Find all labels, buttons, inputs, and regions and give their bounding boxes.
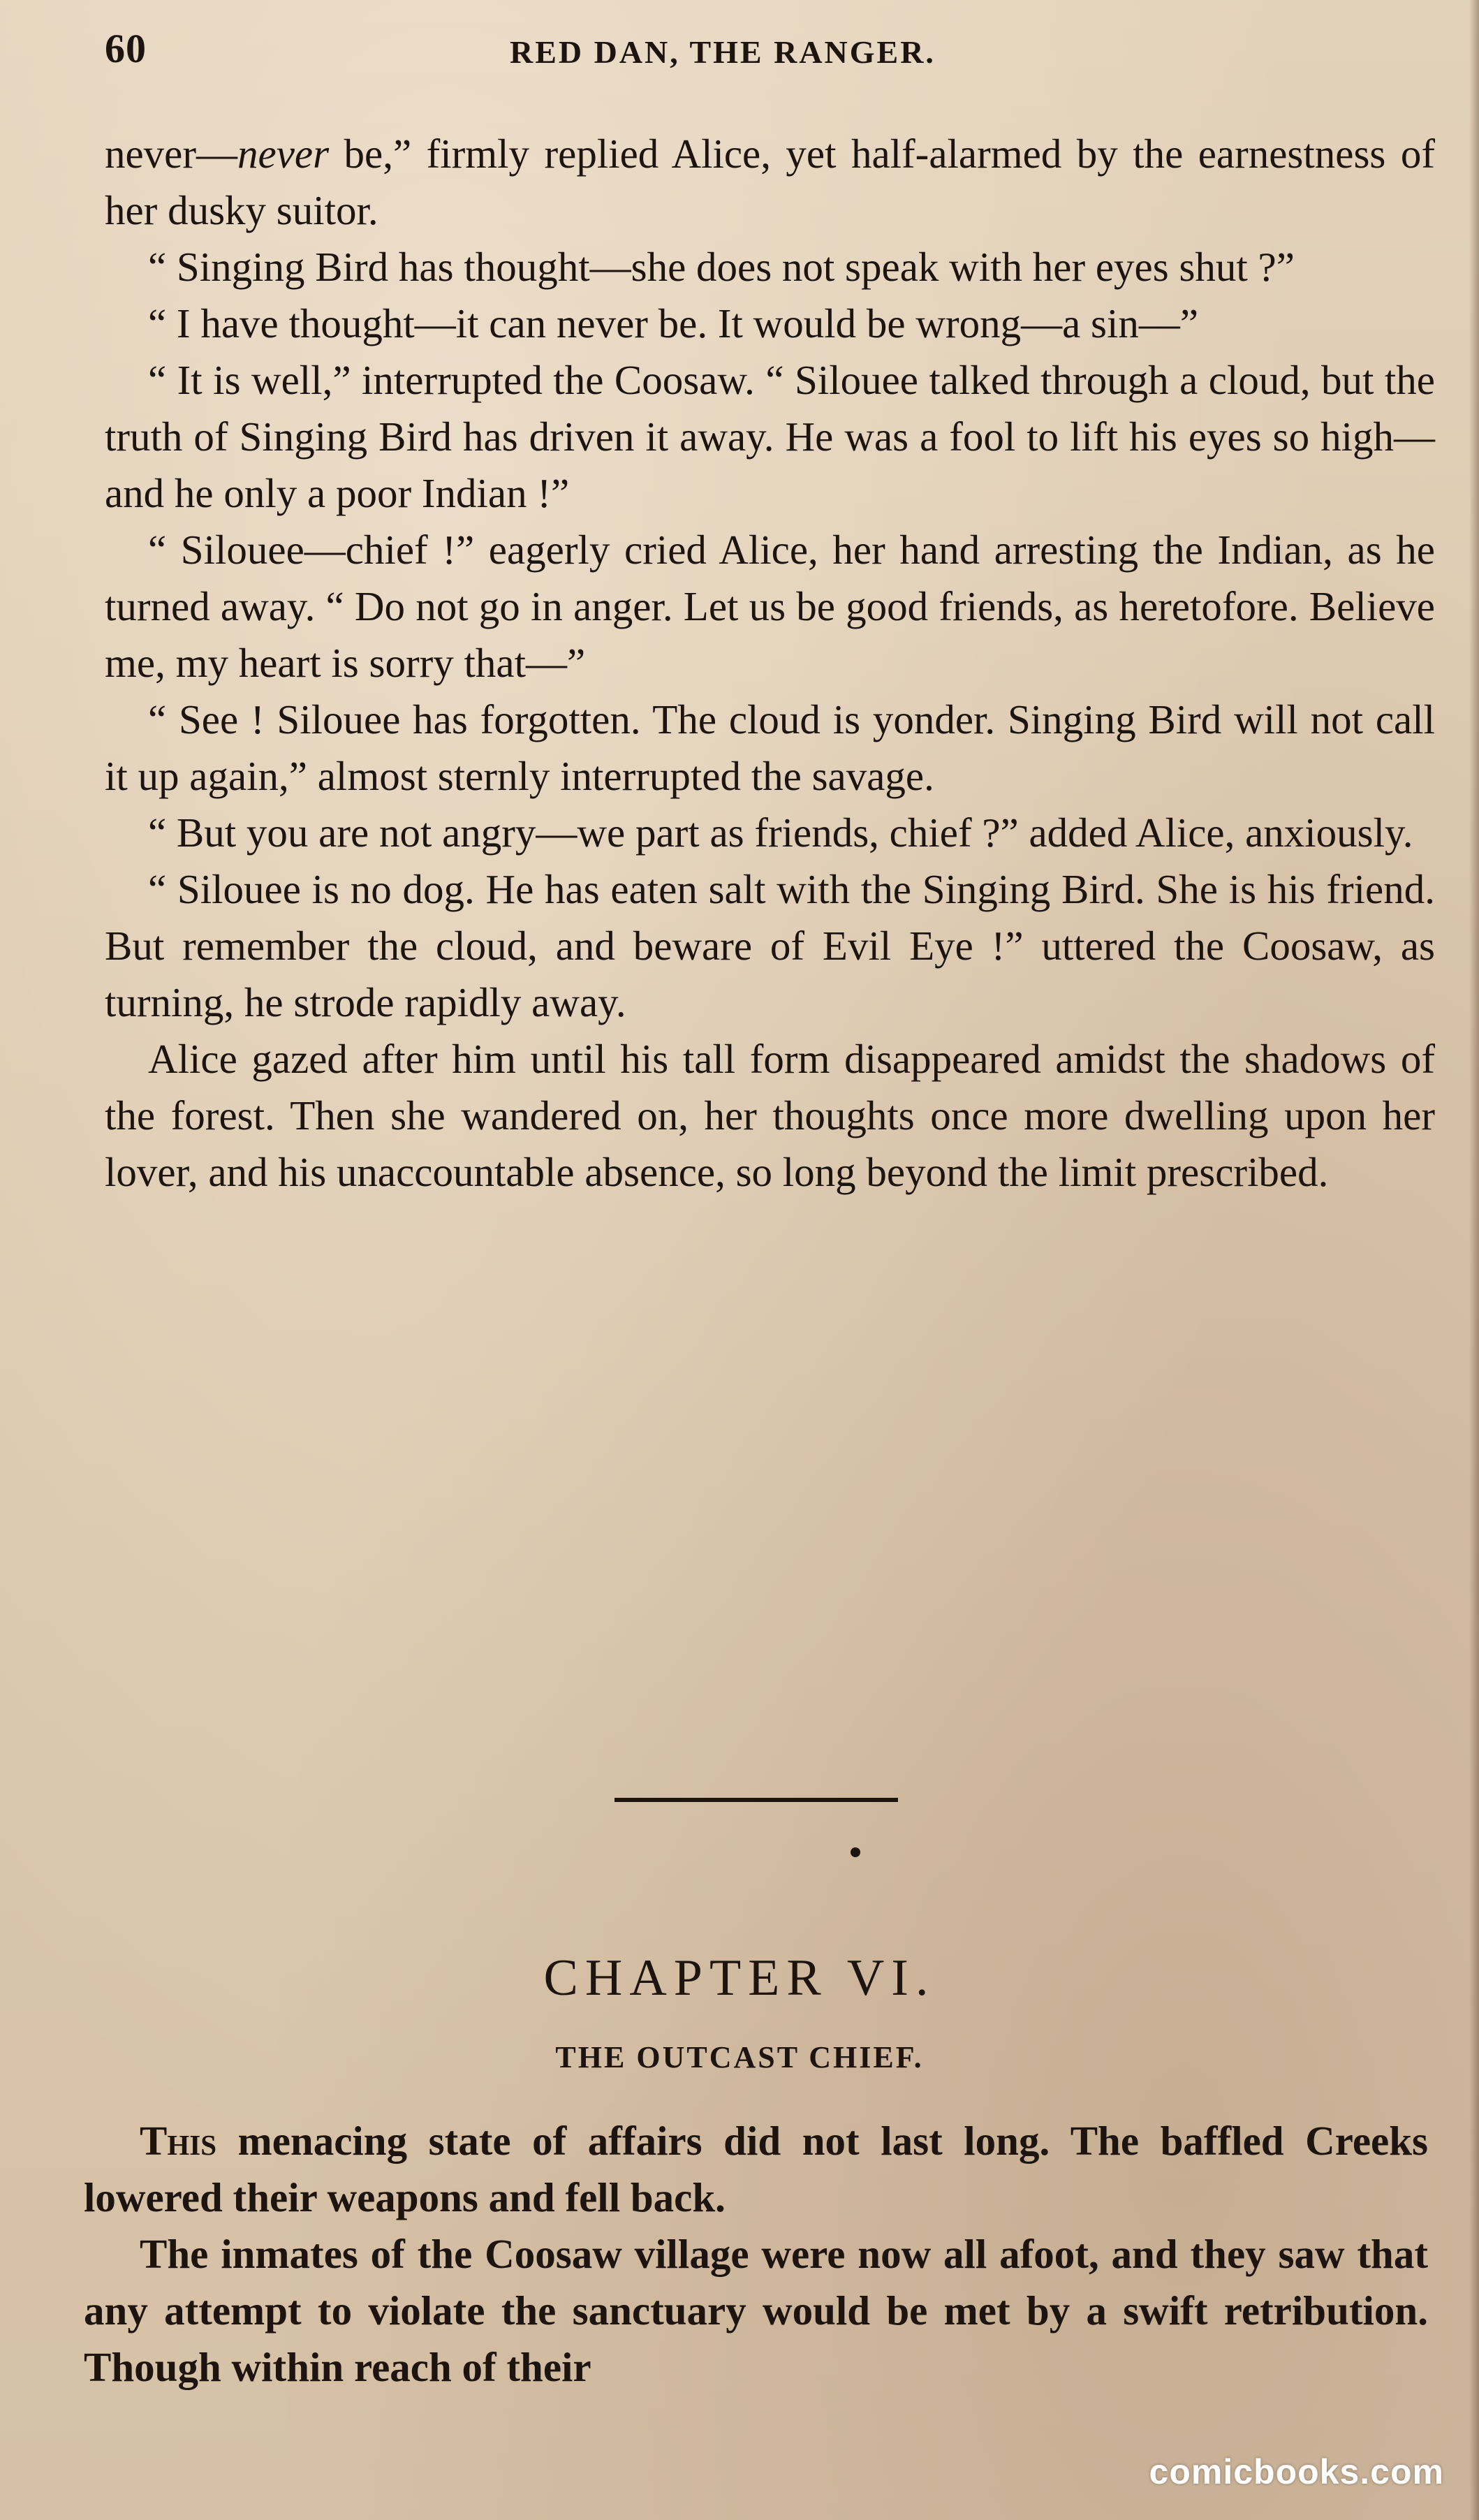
italic-emphasis: never xyxy=(237,131,330,177)
paragraph: “ But you are not angry—we part as friends, chief ?” added Alice, anxiously. xyxy=(148,810,1413,856)
paragraph: “ Silouee—chief !” eagerly cried Alice, her hand arresting the Indian, as he turned away. “ Do not go in anger. Let us be good friends, as heretofore. Believe me, my heart is sorry that—” xyxy=(105,527,1435,686)
paragraph: “ Silouee is no dog. He has eaten salt with the Singing Bird. She is his friend. But remember the cloud, and beware of Evil Eye !” uttered the Coosaw, as turning, he strode rapidly away. xyxy=(105,866,1435,1025)
chapter-heading: CHAPTER VI. xyxy=(543,1949,936,2007)
lead-word: This xyxy=(140,2118,217,2164)
paragraph: “ I have thought—it can never be. It would be wrong—a sin—” xyxy=(148,300,1199,346)
paragraph: “ See ! Silouee has forgotten. The cloud is yonder. Singing Bird will not call it up again,” almost sternly interrupted the savage. xyxy=(105,696,1435,799)
page-number: 60 xyxy=(105,26,147,71)
running-head: RED DAN, THE RANGER. xyxy=(510,34,936,70)
page-header xyxy=(105,25,1432,81)
text-segment: menacing state of affairs did not last long. The baffled Creeks lowered their weapons and fell back. xyxy=(84,2118,1428,2220)
paragraph: The inmates of the Coosaw village were now all afoot, and they saw that any attempt to violate the sanctuary would be met by a swift retribution. Though within reach of their xyxy=(84,2231,1428,2390)
paragraph xyxy=(105,126,1435,239)
text-segment: be,” firmly replied Alice, yet half-alarmed by the earnestness of her dusky suitor. xyxy=(105,131,1435,233)
page-edge-shadow xyxy=(1469,0,1479,2520)
section-divider-rule xyxy=(615,1798,898,1802)
section-divider-dot xyxy=(851,1847,860,1857)
chapter-subtitle: THE OUTCAST CHIEF. xyxy=(555,2040,924,2074)
chapter-text xyxy=(84,2113,1428,2396)
body-text xyxy=(105,126,1435,1201)
text-segment: never— xyxy=(105,131,238,177)
watermark: comicbooks.com xyxy=(1149,2452,1444,2491)
paragraph: “ Singing Bird has thought—she does not speak with her eyes shut ?” xyxy=(148,244,1295,290)
paragraph xyxy=(84,2113,1428,2226)
paragraph: Alice gazed after him until his tall form disappeared amidst the shadows of the forest. Then she wandered on, her thoughts once more dwelling upon her lover, and his unaccountable absence, so long beyond the limit prescribed. xyxy=(105,1036,1435,1195)
paragraph: “ It is well,” interrupted the Coosaw. “ Silouee talked through a cloud, but the truth of Singing Bird has driven it away. He was a fool to lift his eyes so high—and he only a poor Indian !” xyxy=(105,357,1435,516)
